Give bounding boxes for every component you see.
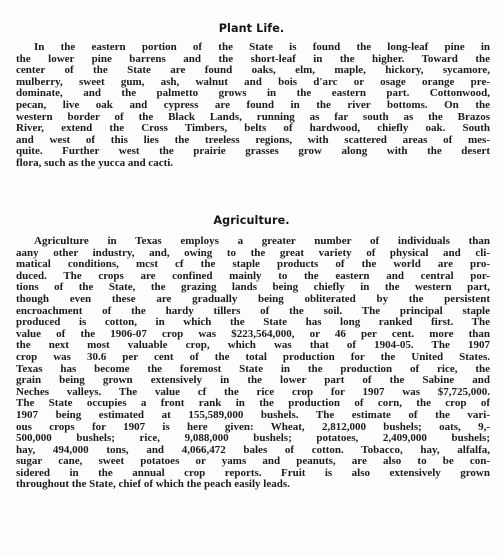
- agriculture-line: Agriculture in Texas employs a greater number of individuals than: [34, 235, 490, 247]
- agriculture-line: matical conditions, mcst cf the staple products of the world are pro-: [16, 258, 490, 271]
- agriculture-line: aany other industry, and, owing to the great variety of physical and cli-: [16, 246, 490, 259]
- agriculture-line: The State occupies a front rank in the production of corn, the crop of: [16, 397, 490, 410]
- agriculture-line: tions of the State, the grazing lands being chiefly in the western part,: [16, 281, 490, 294]
- plant-life-line: mulberry, sweet gum, ash, walnut and bois d'arc or osage orange pre-: [16, 75, 490, 88]
- plant-life-line: River, extend the Cross Timbers, belts of hardwood, chiefly oak. South: [16, 122, 490, 135]
- agriculture-line: value of the 1906-07 crop was $223,564,000, or 46 per cent. more than: [16, 327, 490, 340]
- plant-life-line: western border of the Black Lands, running as far south as the Brazos: [16, 110, 490, 123]
- agriculture-heading: Agriculture.: [213, 214, 290, 227]
- agriculture-line: duced. The crops are confined mainly to the eastern and central por-: [16, 269, 490, 282]
- agriculture-line: sidered in the annual crop reports. Fruit is also extensively grown: [16, 466, 490, 479]
- plant-life-heading: Plant Life.: [218, 22, 285, 35]
- agriculture-line: though even these are gradually being obliterated by the persistent: [16, 292, 490, 305]
- plant-life-line: pecan, live oak and cypress are found in the river bottoms. On the: [16, 98, 490, 111]
- plant-life-line: flora, such as the yucca and cacti.: [16, 156, 174, 169]
- agriculture-paragraph: [16, 236, 490, 491]
- agriculture-line: Neches valleys. The value cf the rice crop for 1907 was $7,725,000.: [16, 385, 490, 398]
- agriculture-line: encroachment of the hardy tillers of the soil. The principal staple: [16, 304, 490, 317]
- agriculture-line: 500,000 bushels; rice, 9,088,000 bushels; potatoes, 2,409,000 bushels;: [16, 432, 490, 445]
- plant-life-line: center of the State are found oaks, elm, maple, hickory, sycamore,: [16, 64, 490, 77]
- agriculture-line: the next most valuable crop, which was that of 1904-05. The 1907: [16, 339, 490, 352]
- agriculture-line: produced is cotton, in which the State has long ranked first. The: [16, 316, 490, 329]
- agriculture-line: 1907 being estimated at 155,589,000 bushels. The estimate of the vari-: [16, 408, 490, 421]
- plant-life-line: In the eastern portion of the State is found the long-leaf pine in: [34, 41, 490, 53]
- agriculture-line: ous crops for 1907 is here given: Wheat, 2,812,000 bushels; oats, 9,-: [16, 420, 490, 433]
- agriculture-line: Texas has become the foremost State in the production of rice, the: [16, 362, 490, 375]
- plant-life-line: and west of this lies the treeless regions, with scattered areas of mes-: [16, 133, 490, 146]
- agriculture-line: hay, 494,000 tons, and 4,066,472 bales of cotton. Tobacco, hay, alfalfa,: [16, 443, 490, 456]
- agriculture-line: grain being grown extensively in the lower part of the Sabine and: [16, 374, 490, 387]
- plant-life-line: quite. Further west the prairie grasses grow along with the desert: [16, 145, 490, 158]
- plant-life-line: the lower pine barrens and the short-leaf in the higher. Toward the: [16, 52, 490, 65]
- agriculture-line: crop was 30.6 per cent of the total production for the United States.: [16, 350, 490, 363]
- agriculture-line: throughout the State, chief of which the peach easily leads.: [16, 478, 290, 491]
- agriculture-line: sugar cane, sweet potatoes or yams and peanuts, are also to be con-: [16, 455, 490, 468]
- plant-life-paragraph: [16, 42, 490, 170]
- plant-life-line: dominate, and the palmetto grows in the eastern part. Cottonwood,: [16, 87, 490, 100]
